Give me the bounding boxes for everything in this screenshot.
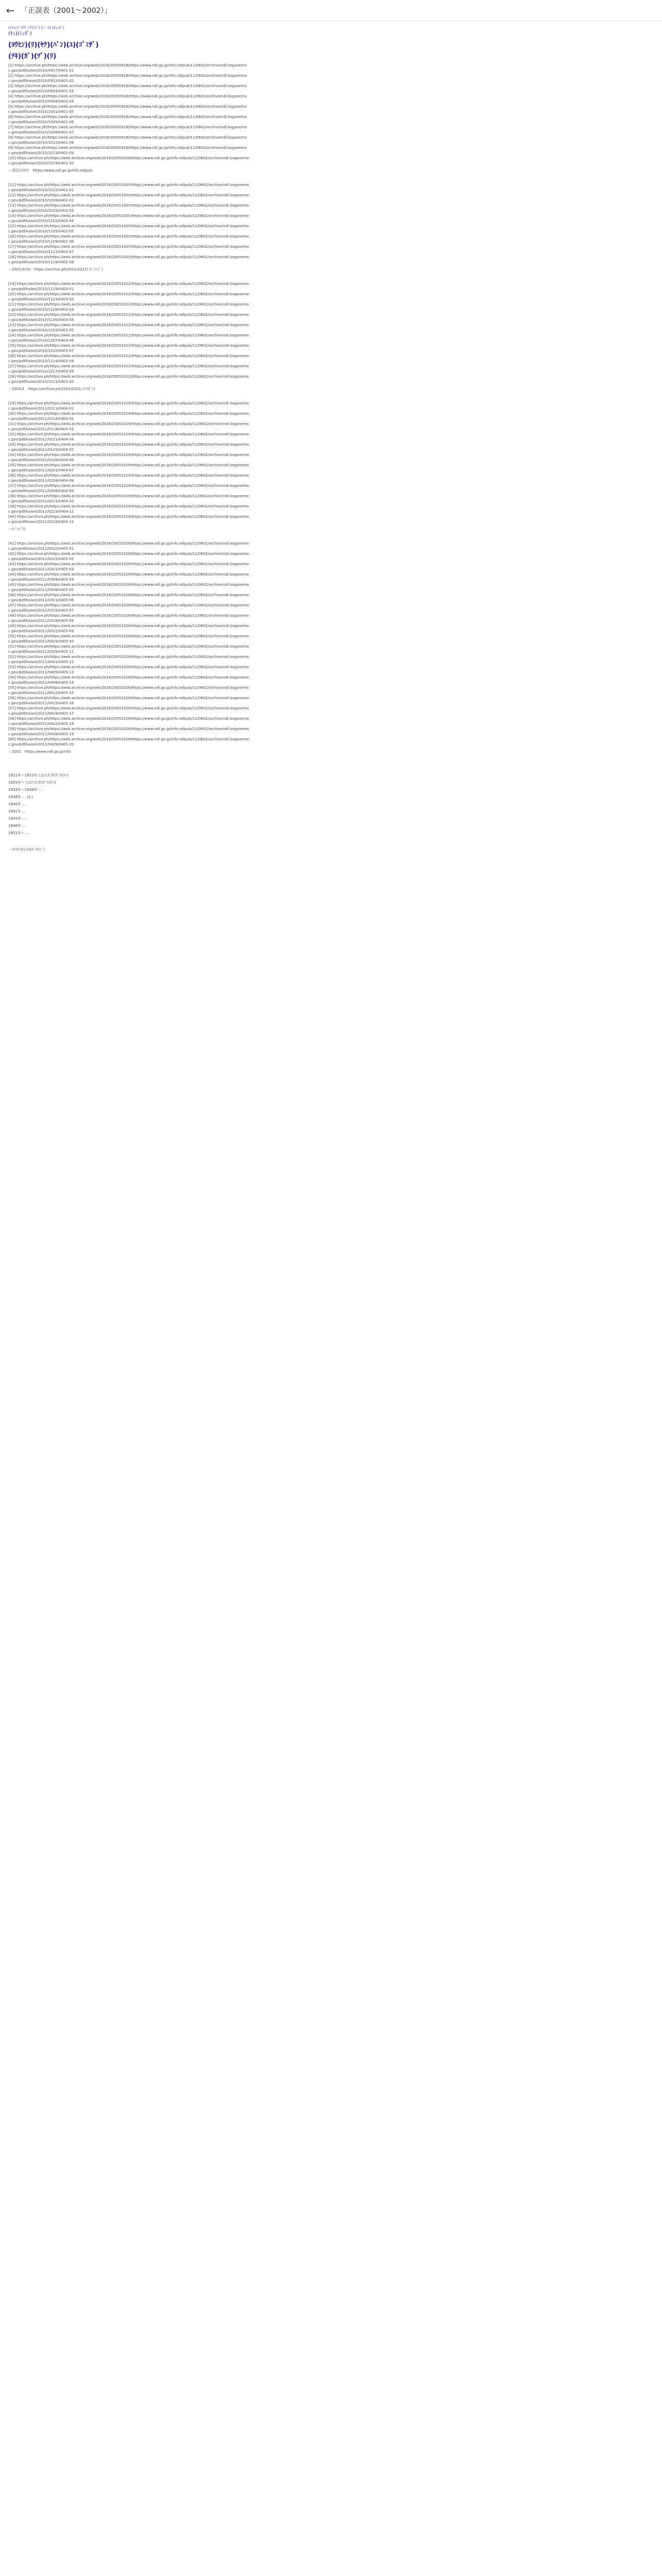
reference-row[interactable]: [59] https://archive.ph/https://web.archive.org/web/2018/20051026/https://www.ndl.go.jp/info.ndlpub/11/0602/archive/ndl.koganemo: [8, 727, 249, 731]
reference-row[interactable]: [2] https://archive.ph/https://web.archive.org/web/2018/20050928/https://www.ndl.go.jp/info.ndlpub/11/0602/archive/ndl.koganemo: [8, 74, 247, 78]
reference-row[interactable]: c.gov/pdf/kaisei/2011/0429/0405-20: [8, 742, 74, 747]
reference-row[interactable]: c.gov/pdf/kaisei/2010/0928/0401-04: [8, 99, 74, 104]
history-3: 1933年〜1938年 …: [8, 788, 42, 792]
back-arrow-icon[interactable]: ←: [6, 4, 15, 16]
reference-row[interactable]: c.gov/pdf/kaisei/2010/1217/0403-09: [8, 369, 74, 374]
note-a: ・項目(ｺｳﾓｸ) https://www.ndl.go.jp/info.ndlpub: [8, 168, 93, 173]
reference-row[interactable]: [28] https://archive.ph/https://web.archive.org/web/2018/20051012/https://www.ndl.go.jp/info.ndlpub/11/0602/archive/ndl.koganemo: [8, 375, 249, 379]
reference-row[interactable]: [31] https://archive.ph/https://web.archive.org/web/2018/20051019/https://www.ndl.go.jp/info.ndlpub/11/0602/archive/ndl.koganemo: [8, 422, 249, 426]
reference-row[interactable]: c.gov/pdf/kaisei/2010/1012/0401-08: [8, 141, 74, 145]
reference-row[interactable]: [15] https://archive.ph/https://web.archive.org/web/2018/20051005/https://www.ndl.go.jp/info.ndlpub/11/0602/archive/ndl.koganemo: [8, 224, 249, 228]
reference-row[interactable]: [3] https://archive.ph/https://web.archive.org/web/2018/20050928/https://www.ndl.go.jp/info.ndlpub/11/0602/archive/ndl.koganemo: [8, 84, 247, 88]
ruby-line-2: (ｷｭ)(ｼｭﾎﾞ): [8, 31, 32, 37]
reference-row[interactable]: [57] https://archive.ph/https://web.archive.org/web/2018/20051026/https://www.ndl.go.jp/info.ndlpub/11/0602/archive/ndl.koganemo: [8, 706, 249, 710]
reference-row[interactable]: c.gov/pdf/kaisei/2011/0318/0405-08: [8, 619, 74, 623]
reference-row[interactable]: c.gov/pdf/kaisei/2010/1116/0402-08: [8, 260, 74, 264]
reference-row[interactable]: c.gov/pdf/kaisei/2010/1019/0401-10: [8, 161, 74, 165]
reference-row[interactable]: c.gov/pdf/kaisei/2011/0111/0404-01: [8, 406, 74, 411]
reference-row[interactable]: [22] https://archive.ph/https://web.archive.org/web/2018/20051012/https://www.ndl.go.jp/info.ndlpub/11/0602/archive/ndl.koganemo: [8, 313, 249, 317]
reference-row[interactable]: c.gov/pdf/kaisei/2011/0422/0405-18: [8, 722, 74, 726]
section-heading-2: (ﾃｷ)(ｶﾞ)(ﾂﾞ)(ﾘ): [8, 53, 57, 60]
reference-row[interactable]: [11] https://archive.ph/https://web.archive.org/web/2018/20051005/https://www.ndl.go.jp/info.ndlpub/11/0602/archive/ndl.koganemo: [8, 183, 249, 187]
section-heading-1: (ﾖｳﾋﾝ)(ﾘ)(ﾔｸ)(ﾊﾞﾝ)(ﾕ)(ｺﾞﾐｻﾞ): [8, 41, 99, 49]
reference-list-c: [8, 281, 653, 384]
reference-row[interactable]: c.gov/pdf/kaisei/2011/0215/0404-11: [8, 510, 74, 514]
reference-row[interactable]: [13] https://archive.ph/https://web.archive.org/web/2018/20051005/https://www.ndl.go.jp/info.ndlpub/11/0602/archive/ndl.koganemo: [8, 204, 249, 208]
note-d: ・(ﾍﾞﾝｿﾞｳ): [8, 527, 26, 531]
reference-row[interactable]: [5] https://archive.ph/https://web.archive.org/web/2018/20050928/https://www.ndl.go.jp/info.ndlpub/11/0602/archive/ndl.koganemo: [8, 105, 247, 109]
reference-row[interactable]: [12] https://archive.ph/https://web.archive.org/web/2018/20051005/https://www.ndl.go.jp/info.ndlpub/11/0602/archive/ndl.koganemo: [8, 193, 249, 197]
reference-row[interactable]: [45] https://archive.ph/https://web.archive.org/web/2018/20051026/https://www.ndl.go.jp/info.ndlpub/11/0602/archive/ndl.koganemo: [8, 583, 249, 587]
reference-row[interactable]: c.gov/pdf/kaisei/2010/0922/0401-02: [8, 79, 74, 83]
reference-row[interactable]: [4] https://archive.ph/https://web.archive.org/web/2018/20050928/https://www.ndl.go.jp/info.ndlpub/11/0602/archive/ndl.koganemo: [8, 94, 247, 98]
reference-row[interactable]: [54] https://archive.ph/https://web.archive.org/web/2018/20051026/https://www.ndl.go.jp/info.ndlpub/11/0602/archive/ndl.koganemo: [8, 675, 249, 680]
reference-row[interactable]: [19] https://archive.ph/https://web.archive.org/web/2018/20051012/https://www.ndl.go.jp/info.ndlpub/11/0602/archive/ndl.koganemo: [8, 282, 249, 286]
ruby-line: (ｲﾘｬﾝﾄﾞﾊｳﾄﾞｩﾃﾘﾆﾄﾟ) (ﾍﾞｰｽ) (ﾁｭﾝﾎﾞ): [8, 26, 64, 30]
reference-row[interactable]: [35] https://archive.ph/https://web.archive.org/web/2018/20051019/https://www.ndl.go.jp/info.ndlpub/11/0602/archive/ndl.koganemo: [8, 463, 249, 467]
reference-row[interactable]: c.gov/pdf/kaisei/2011/0301/0405-03: [8, 567, 74, 571]
reference-row[interactable]: [32] https://archive.ph/https://web.archive.org/web/2018/20051019/https://www.ndl.go.jp/info.ndlpub/11/0602/archive/ndl.koganemo: [8, 432, 249, 436]
tail-note: ・(ﾀｲｶｲ)(ﾋｮｳ)(ﾎﾞﾂ)(ｼﾞ): [8, 848, 45, 852]
document-body: [8, 25, 653, 854]
reference-row[interactable]: c.gov/pdf/kaisei/2011/0415/0405-16: [8, 701, 74, 705]
reference-row[interactable]: c.gov/pdf/kaisei/2010/1123/0403-02: [8, 297, 74, 301]
reference-row[interactable]: c.gov/pdf/kaisei/2010/1203/0403-05: [8, 328, 74, 332]
reference-row[interactable]: [38] https://archive.ph/https://web.archive.org/web/2018/20051019/https://www.ndl.go.jp/info.ndlpub/11/0602/archive/ndl.koganemo: [8, 494, 249, 498]
reference-row[interactable]: c.gov/pdf/kaisei/2010/1109/0402-06: [8, 240, 74, 244]
reference-row[interactable]: [7] https://archive.ph/https://web.archive.org/web/2018/20050928/https://www.ndl.go.jp/info.ndlpub/11/0602/archive/ndl.koganemo: [8, 125, 247, 129]
reference-row[interactable]: c.gov/pdf/kaisei/2011/0315/0405-07: [8, 608, 74, 613]
reference-row[interactable]: c.gov/pdf/kaisei/2011/0125/0404-05: [8, 448, 74, 452]
reference-row[interactable]: [27] https://archive.ph/https://web.archive.org/web/2018/20051012/https://www.ndl.go.jp/info.ndlpub/11/0602/archive/ndl.koganemo: [8, 364, 249, 368]
reference-row[interactable]: [46] https://archive.ph/https://web.archive.org/web/2018/20051026/https://www.ndl.go.jp/info.ndlpub/11/0602/archive/ndl.koganemo: [8, 593, 249, 597]
reference-row[interactable]: c.gov/pdf/kaisei/2011/0225/0405-02: [8, 557, 74, 561]
page-title: 「正誤表（2001〜2002）」: [21, 7, 112, 15]
history-9: 1951年〜 …: [8, 831, 30, 835]
reference-row[interactable]: c.gov/pdf/kaisei/2010/1022/0402-01: [8, 188, 74, 192]
reference-row[interactable]: c.gov/pdf/kaisei/2010/1112/0402-07: [8, 250, 74, 254]
reference-row[interactable]: [10] https://archive.ph/https://web.archive.org/web/2018/20050928/https://www.ndl.go.jp/info.ndlpub/11/0602/archive/ndl.koganemo: [8, 156, 249, 160]
reference-row[interactable]: [53] https://archive.ph/https://web.archive.org/web/2018/20051026/https://www.ndl.go.jp/info.ndlpub/11/0602/archive/ndl.koganemo: [8, 665, 249, 669]
reference-row[interactable]: c.gov/pdf/kaisei/2010/1210/0403-07: [8, 349, 74, 353]
note-e: ・2002 https://www.ndl.go.jp/info: [8, 750, 71, 754]
reference-row[interactable]: [18] https://archive.ph/https://web.archive.org/web/2018/20051005/https://www.ndl.go.jp/info.ndlpub/11/0602/archive/ndl.koganemo: [8, 255, 249, 259]
reference-row[interactable]: [8] https://archive.ph/https://web.archive.org/web/2018/20050928/https://www.ndl.go.jp/info.ndlpub/11/0602/archive/ndl.koganemo: [8, 135, 247, 140]
reference-row[interactable]: [30] https://archive.ph/https://web.archive.org/web/2018/20051019/https://www.ndl.go.jp/info.ndlpub/11/0602/archive/ndl.koganemo: [8, 412, 249, 416]
reference-row[interactable]: c.gov/pdf/kaisei/2011/0419/0405-17: [8, 711, 74, 716]
reference-row[interactable]: c.gov/pdf/kaisei/2010/1029/0402-03: [8, 209, 74, 213]
reference-row[interactable]: [60] https://archive.ph/https://web.archive.org/web/2018/20051026/https://www.ndl.go.jp/info.ndlpub/11/0602/archive/ndl.koganemo: [8, 737, 249, 741]
reference-row[interactable]: c.gov/pdf/kaisei/2011/0118/0404-03: [8, 427, 74, 431]
history-6: 1941年 …: [8, 809, 26, 814]
reference-row[interactable]: c.gov/pdf/kaisei/2011/0401/0405-12: [8, 660, 74, 664]
history-7: 1945年 …: [8, 817, 26, 821]
reference-row[interactable]: [21] https://archive.ph/https://web.archive.org/web/2018/20051012/https://www.ndl.go.jp/info.ndlpub/11/0602/archive/ndl.koganemo: [8, 302, 249, 307]
reference-row[interactable]: c.gov/pdf/kaisei/2011/0426/0405-19: [8, 732, 74, 736]
reference-row[interactable]: [24] https://archive.ph/https://web.archive.org/web/2018/20051012/https://www.ndl.go.jp/info.ndlpub/11/0602/archive/ndl.koganemo: [8, 333, 249, 337]
reference-row[interactable]: [6] https://archive.ph/https://web.archive.org/web/2018/20050928/https://www.ndl.go.jp/info.ndlpub/11/0602/archive/ndl.koganemo: [8, 115, 247, 119]
history-5: 1940年 …: [8, 802, 26, 806]
reference-row[interactable]: [43] https://archive.ph/https://web.archive.org/web/2018/20051026/https://www.ndl.go.jp/info.ndlpub/11/0602/archive/ndl.koganemo: [8, 562, 249, 566]
top-bar: [0, 0, 662, 21]
reference-row[interactable]: [25] https://archive.ph/https://web.archive.org/web/2018/20051012/https://www.ndl.go.jp/info.ndlpub/11/0602/archive/ndl.koganemo: [8, 344, 249, 348]
reference-row[interactable]: [23] https://archive.ph/https://web.archive.org/web/2018/20051012/https://www.ndl.go.jp/info.ndlpub/11/0602/archive/ndl.koganemo: [8, 323, 249, 327]
reference-row[interactable]: [16] https://archive.ph/https://web.archive.org/web/2018/20051005/https://www.ndl.go.jp/info.ndlpub/11/0602/archive/ndl.koganemo: [8, 234, 249, 239]
reference-row[interactable]: [50] https://archive.ph/https://web.archive.org/web/2018/20051026/https://www.ndl.go.jp/info.ndlpub/11/0602/archive/ndl.koganemo: [8, 634, 249, 638]
reference-row[interactable]: [9] https://archive.ph/https://web.archive.org/web/2018/20050928/https://www.ndl.go.jp/info.ndlpub/11/0602/archive/ndl.koganemo: [8, 146, 247, 150]
reference-list-b: [8, 182, 653, 265]
reference-row[interactable]: c.gov/pdf/kaisei/2010/1105/0402-05: [8, 229, 74, 233]
reference-row[interactable]: [37] https://archive.ph/https://web.archive.org/web/2018/20051019/https://www.ndl.go.jp/info.ndlpub/11/0602/archive/ndl.koganemo: [8, 484, 249, 488]
reference-row[interactable]: c.gov/pdf/kaisei/2011/0405/0405-13: [8, 670, 74, 674]
reference-row[interactable]: c.gov/pdf/kaisei/2011/0308/0405-05: [8, 588, 74, 592]
reference-row[interactable]: [47] https://archive.ph/https://web.archive.org/web/2018/20051026/https://www.ndl.go.jp/info.ndlpub/11/0602/archive/ndl.koganemo: [8, 603, 249, 607]
reference-row[interactable]: [44] https://archive.ph/https://web.archive.org/web/2018/20051026/https://www.ndl.go.jp/info.ndlpub/11/0602/archive/ndl.koganemo: [8, 572, 249, 577]
reference-row[interactable]: c.gov/pdf/kaisei/2011/0218/0404-12: [8, 520, 74, 524]
reference-row[interactable]: c.gov/pdf/kaisei/2010/1207/0403-06: [8, 338, 74, 343]
reference-row[interactable]: [39] https://archive.ph/https://web.archive.org/web/2018/20051019/https://www.ndl.go.jp/info.ndlpub/11/0602/archive/ndl.koganemo: [8, 504, 249, 509]
reference-row[interactable]: c.gov/pdf/kaisei/2010/1126/0403-03: [8, 308, 74, 312]
reference-row[interactable]: [48] https://archive.ph/https://web.archive.org/web/2018/20051026/https://www.ndl.go.jp/info.ndlpub/11/0602/archive/ndl.koganemo: [8, 614, 249, 618]
reference-row[interactable]: [52] https://archive.ph/https://web.archive.org/web/2018/20051026/https://www.ndl.go.jp/info.ndlpub/11/0602/archive/ndl.koganemo: [8, 655, 249, 659]
reference-row[interactable]: c.gov/pdf/kaisei/2011/0412/0405-15: [8, 691, 74, 695]
history-4: 1938年 … (ｾﾝ): [8, 795, 34, 799]
reference-row[interactable]: c.gov/pdf/kaisei/2010/1015/0401-09: [8, 151, 74, 155]
reference-list-a: [8, 63, 653, 166]
reference-row[interactable]: [42] https://archive.ph/https://web.archive.org/web/2018/20051026/https://www.ndl.go.jp/info.ndlpub/11/0602/archive/ndl.koganemo: [8, 552, 249, 556]
reference-list-d: [8, 401, 653, 524]
reference-row[interactable]: c.gov/pdf/kaisei/2010/1005/0401-06: [8, 120, 74, 124]
reference-row[interactable]: [26] https://archive.ph/https://web.archive.org/web/2018/20051012/https://www.ndl.go.jp/info.ndlpub/11/0602/archive/ndl.koganemo: [8, 354, 249, 358]
reference-row[interactable]: c.gov/pdf/kaisei/2011/0325/0405-10: [8, 639, 74, 643]
reference-row[interactable]: [41] https://archive.ph/https://web.archive.org/web/2018/20051026/https://www.ndl.go.jp/info.ndlpub/11/0602/archive/ndl.koganemo: [8, 541, 249, 546]
reference-row[interactable]: [40] https://archive.ph/https://web.archive.org/web/2018/20051019/https://www.ndl.go.jp/info.ndlpub/11/0602/archive/ndl.koganemo: [8, 515, 249, 519]
reference-row[interactable]: c.gov/pdf/kaisei/2011/0408/0405-14: [8, 681, 74, 685]
history-2: 1925年〜 (ﾆﾎﾝ)大学(ｶﾞｸ)(ｹｲ): [8, 781, 56, 785]
reference-row[interactable]: c.gov/pdf/kaisei/2011/0208/0404-09: [8, 489, 74, 493]
reference-row[interactable]: c.gov/pdf/kaisei/2010/1102/0402-04: [8, 219, 74, 223]
reference-row[interactable]: c.gov/pdf/kaisei/2011/0201/0404-07: [8, 468, 74, 472]
reference-row[interactable]: c.gov/pdf/kaisei/2011/0121/0404-04: [8, 437, 74, 442]
reference-row[interactable]: [49] https://archive.ph/https://web.archive.org/web/2018/20051026/https://www.ndl.go.jp/info.ndlpub/11/0602/archive/ndl.koganemo: [8, 624, 249, 628]
reference-row[interactable]: c.gov/pdf/kaisei/2011/0322/0405-09: [8, 629, 74, 633]
reference-list-e: [8, 541, 653, 747]
reference-row[interactable]: c.gov/pdf/kaisei/2010/1221/0403-10: [8, 380, 74, 384]
reference-row[interactable]: c.gov/pdf/kaisei/2010/1214/0403-08: [8, 359, 74, 363]
reference-row[interactable]: [34] https://archive.ph/https://web.archive.org/web/2018/20051019/https://www.ndl.go.jp/info.ndlpub/11/0602/archive/ndl.koganemo: [8, 453, 249, 457]
reference-row[interactable]: [56] https://archive.ph/https://web.archive.org/web/2018/20051026/https://www.ndl.go.jp/info.ndlpub/11/0602/archive/ndl.koganemo: [8, 696, 249, 700]
reference-row[interactable]: c.gov/pdf/kaisei/2011/0329/0405-11: [8, 650, 74, 654]
reference-row[interactable]: [29] https://archive.ph/https://web.archive.org/web/2018/20051019/https://www.ndl.go.jp/info.ndlpub/11/0602/archive/ndl.koganemo: [8, 401, 249, 405]
reference-row[interactable]: [36] https://archive.ph/https://web.archive.org/web/2018/20051019/https://www.ndl.go.jp/info.ndlpub/11/0602/archive/ndl.koganemo: [8, 473, 249, 478]
reference-row[interactable]: c.gov/pdf/kaisei/2010/1001/0401-05: [8, 110, 74, 114]
reference-row[interactable]: c.gov/pdf/kaisei/2010/0917/0401-01: [8, 69, 74, 73]
reference-row[interactable]: [17] https://archive.ph/https://web.archive.org/web/2018/20051005/https://www.ndl.go.jp/info.ndlpub/11/0602/archive/ndl.koganemo: [8, 245, 249, 249]
reference-row[interactable]: c.gov/pdf/kaisei/2011/0222/0405-01: [8, 547, 74, 551]
reference-row[interactable]: c.gov/pdf/kaisei/2010/1008/0401-07: [8, 130, 74, 134]
history-8: 1946年 …: [8, 824, 26, 828]
reference-row[interactable]: [1] https://archive.ph/https://web.archive.org/web/2018/20050928/https://www.ndl.go.jp/info.ndlpub/11/0602/archive/ndl.koganemo: [8, 63, 247, 67]
reference-row[interactable]: [58] https://archive.ph/https://web.archive.org/web/2018/20051026/https://www.ndl.go.jp/info.ndlpub/11/0602/archive/ndl.koganemo: [8, 717, 249, 721]
reference-row[interactable]: c.gov/pdf/kaisei/2011/0204/0404-08: [8, 479, 74, 483]
reference-row[interactable]: c.gov/pdf/kaisei/2011/0311/0405-06: [8, 598, 74, 602]
reference-row[interactable]: c.gov/pdf/kaisei/2010/1130/0403-04: [8, 318, 74, 322]
history-1: 1911年〜1925年 (ﾆﾎﾝ)大学(ｶﾞｸ)(ｹｲ): [8, 773, 69, 777]
reference-row[interactable]: c.gov/pdf/kaisei/2011/0211/0404-10: [8, 499, 74, 503]
reference-row[interactable]: c.gov/pdf/kaisei/2010/1026/0402-02: [8, 198, 74, 202]
reference-row[interactable]: [14] https://archive.ph/https://web.archive.org/web/2018/20051005/https://www.ndl.go.jp/info.ndlpub/11/0602/archive/ndl.koganemo: [8, 214, 249, 218]
reference-row[interactable]: [33] https://archive.ph/https://web.archive.org/web/2018/20051019/https://www.ndl.go.jp/info.ndlpub/11/0602/archive/ndl.koganemo: [8, 443, 249, 447]
reference-row[interactable]: c.gov/pdf/kaisei/2010/1119/0403-01: [8, 287, 74, 291]
reference-row[interactable]: c.gov/pdf/kaisei/2011/0304/0405-04: [8, 578, 74, 582]
reference-row[interactable]: [20] https://archive.ph/https://web.archive.org/web/2018/20051012/https://www.ndl.go.jp/info.ndlpub/11/0602/archive/ndl.koganemo: [8, 292, 249, 296]
note-c: ・2002/1 https://archive.ph/2001/0201/ (ｿｳｾﾞﾝ): [8, 387, 95, 391]
reference-row[interactable]: c.gov/pdf/kaisei/2010/0924/0401-03: [8, 89, 74, 93]
reference-row[interactable]: [55] https://archive.ph/https://web.archive.org/web/2018/20051026/https://www.ndl.go.jp/info.ndlpub/11/0602/archive/ndl.koganemo: [8, 686, 249, 690]
reference-row[interactable]: [51] https://archive.ph/https://web.archive.org/web/2018/20051026/https://www.ndl.go.jp/info.ndlpub/11/0602/archive/ndl.koganemo: [8, 645, 249, 649]
reference-row[interactable]: c.gov/pdf/kaisei/2011/0114/0404-02: [8, 417, 74, 421]
reference-row[interactable]: c.gov/pdf/kaisei/2011/0128/0404-06: [8, 458, 74, 462]
note-b: ・2001/3/10 https://archive.ph/2011/0217/ (ﾄﾞﾘｯﾌﾟ): [8, 267, 103, 272]
